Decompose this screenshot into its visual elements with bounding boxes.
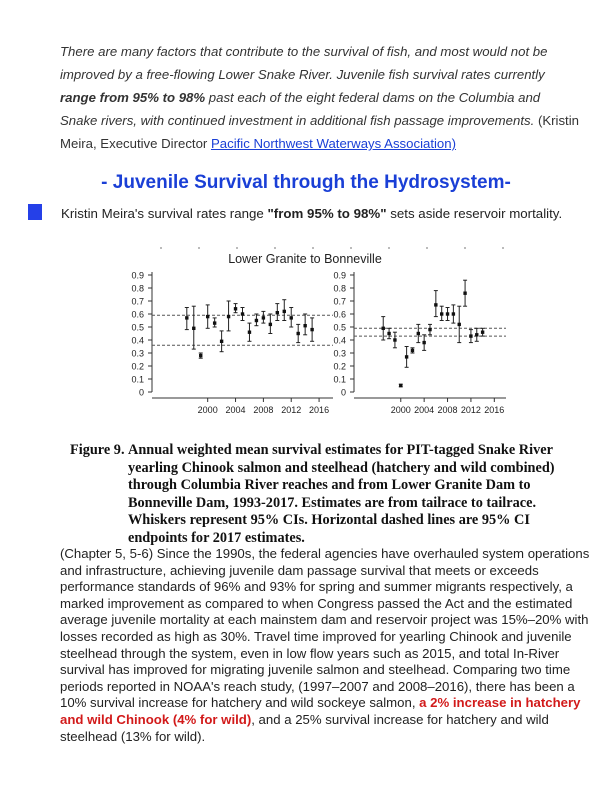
quote-text-1: There are many factors that contribute to the survival of fish, and most would not be improved by a free-flowing Lower Snake River. Juvenile fish survival rates currently (60, 44, 548, 82)
estimate-point (393, 338, 396, 341)
estimate-point (262, 316, 265, 319)
y-tick-label: 0.7 (333, 296, 346, 307)
y-tick-label: 0.6 (131, 309, 144, 320)
estimate-point (234, 307, 237, 310)
estimate-point (411, 349, 414, 352)
estimate-point (440, 312, 443, 315)
y-tick-label: 0.9 (333, 270, 346, 281)
body-text-1: (Chapter 5, 5-6) Since the 1990s, the federal agencies have overhauled system operations and infrastructure, achieving juvenile dam passage survival that meets or exceeds performance standards of 96% and 93% for spring and summer migrants respectively, a marked improvement as compared to when Congress passed the Act and the estimated average juvenile mortality at each mainstem dam and reservoir project was 15%–20% with losses recorded as high as 30%. Travel time improved for yearling Chinook and juvenile steelhead through the system, even in low flow years such as 2015, and total In-River survival has improved for migrating juvenile salmon and steelhead. Comparing two time periods reported in NOAA's reach study, (1997–2007 and 2008–2016), there has been a 10% survival increase for hatchery and wild sockeye salmon, (60, 546, 590, 711)
estimate-point (241, 312, 244, 315)
x-tick-label: 2004 (414, 405, 435, 415)
y-tick-label: 0.4 (131, 335, 144, 346)
estimate-point (310, 328, 313, 331)
estimate-point (446, 312, 449, 315)
chart-title: Lower Granite to Bonneville (228, 252, 382, 266)
estimate-point (434, 303, 437, 306)
estimate-point (387, 332, 390, 335)
note-emphasis: "from 95% to 98%" (267, 206, 387, 221)
estimate-point (458, 323, 461, 326)
x-tick-label: 2016 (309, 405, 330, 415)
y-tick-label: 0.2 (333, 361, 346, 372)
estimate-point (452, 312, 455, 315)
survival-note (61, 206, 562, 221)
estimate-point (481, 331, 484, 334)
y-tick-label: 0.1 (131, 374, 144, 385)
quote-text-2: past each of the eight federal dams on the Columbia and Snake rivers, with continued investment in additional fish passage improvements. (60, 90, 541, 128)
y-tick-label: 0.5 (131, 322, 144, 333)
quote-emphasis: range from 95% to 98% (60, 90, 206, 105)
x-tick-label: 2008 (253, 405, 274, 415)
estimate-point (283, 310, 286, 313)
estimate-point (475, 333, 478, 336)
estimate-point (248, 331, 251, 334)
y-tick-label: 0.8 (333, 283, 346, 294)
estimate-point (469, 334, 472, 337)
y-tick-label: 0.5 (333, 322, 346, 333)
body-text-2: , and a 25% survival increase for hatchery and wild steelhead (13% for wild). (60, 711, 549, 744)
estimate-point (269, 323, 272, 326)
x-tick-label: 2016 (484, 405, 505, 415)
note-text-1: Kristin Meira's survival rates range (61, 206, 268, 221)
x-tick-label: 2008 (437, 405, 458, 415)
x-tick-label: 2000 (390, 405, 411, 415)
estimate-point (206, 315, 209, 318)
estimate-point (220, 340, 223, 343)
blue-square-marker (28, 204, 42, 220)
estimate-point (463, 292, 466, 295)
body-paragraph (60, 546, 590, 745)
estimate-point (417, 332, 420, 335)
figure-caption (70, 442, 575, 547)
x-tick-label: 2012 (281, 405, 302, 415)
y-tick-label: 0.3 (333, 348, 346, 359)
pull-quote (60, 40, 580, 155)
dotted-separator (160, 236, 540, 244)
y-tick-label: 0.8 (131, 283, 144, 294)
estimate-point (290, 316, 293, 319)
note-text-2: sets aside reservoir mortality. (386, 206, 563, 221)
estimate-point (199, 354, 202, 357)
estimate-point (192, 327, 195, 330)
y-tick-label: 0.7 (131, 296, 144, 307)
survival-figure (100, 245, 505, 425)
y-tick-label: 0.1 (333, 374, 346, 385)
estimate-point (428, 328, 431, 331)
quote-attribution: (Kristin Meira, Executive Director (60, 113, 579, 151)
estimate-point (227, 315, 230, 318)
y-tick-label: 0.2 (131, 361, 144, 372)
y-tick-label: 0 (138, 387, 144, 398)
section-heading: - Juvenile Survival through the Hydrosystem- (101, 172, 511, 193)
pnwa-link[interactable]: Pacific Northwest Waterways Association) (210, 136, 456, 151)
figure-caption-text: Annual weighted mean survival estimates for PIT-tagged Snake River yearling Chinook salmon and steelhead (hatchery and wild combined) through Columbia River reaches and from Lower Granite Dam to Bonneville Dam, 1993-2017. Estimates are from tailrace to tailrace. Whiskers represent 95% CIs. Horizontal dashed lines are 95% CI endpoints for 2017 estimates. (128, 442, 555, 546)
estimate-point (422, 341, 425, 344)
estimate-point (303, 324, 306, 327)
estimate-point (405, 355, 408, 358)
y-tick-label: 0.6 (333, 309, 346, 320)
estimate-point (296, 332, 299, 335)
figure-label: Figure 9. (70, 442, 125, 458)
estimate-point (255, 319, 258, 322)
y-tick-label: 0.9 (131, 270, 144, 281)
y-tick-label: 0.4 (333, 335, 346, 346)
x-tick-label: 2004 (225, 405, 246, 415)
estimate-point (399, 384, 402, 387)
y-tick-label: 0 (340, 387, 346, 398)
estimate-point (382, 327, 385, 330)
body-highlight: a 2% increase in hatchery and wild Chinook (4% for wild) (60, 695, 581, 727)
x-tick-label: 2000 (197, 405, 218, 415)
estimate-point (213, 321, 216, 324)
x-tick-label: 2012 (460, 405, 481, 415)
estimate-point (276, 311, 279, 314)
y-tick-label: 0.3 (131, 348, 144, 359)
estimate-point (185, 316, 188, 319)
